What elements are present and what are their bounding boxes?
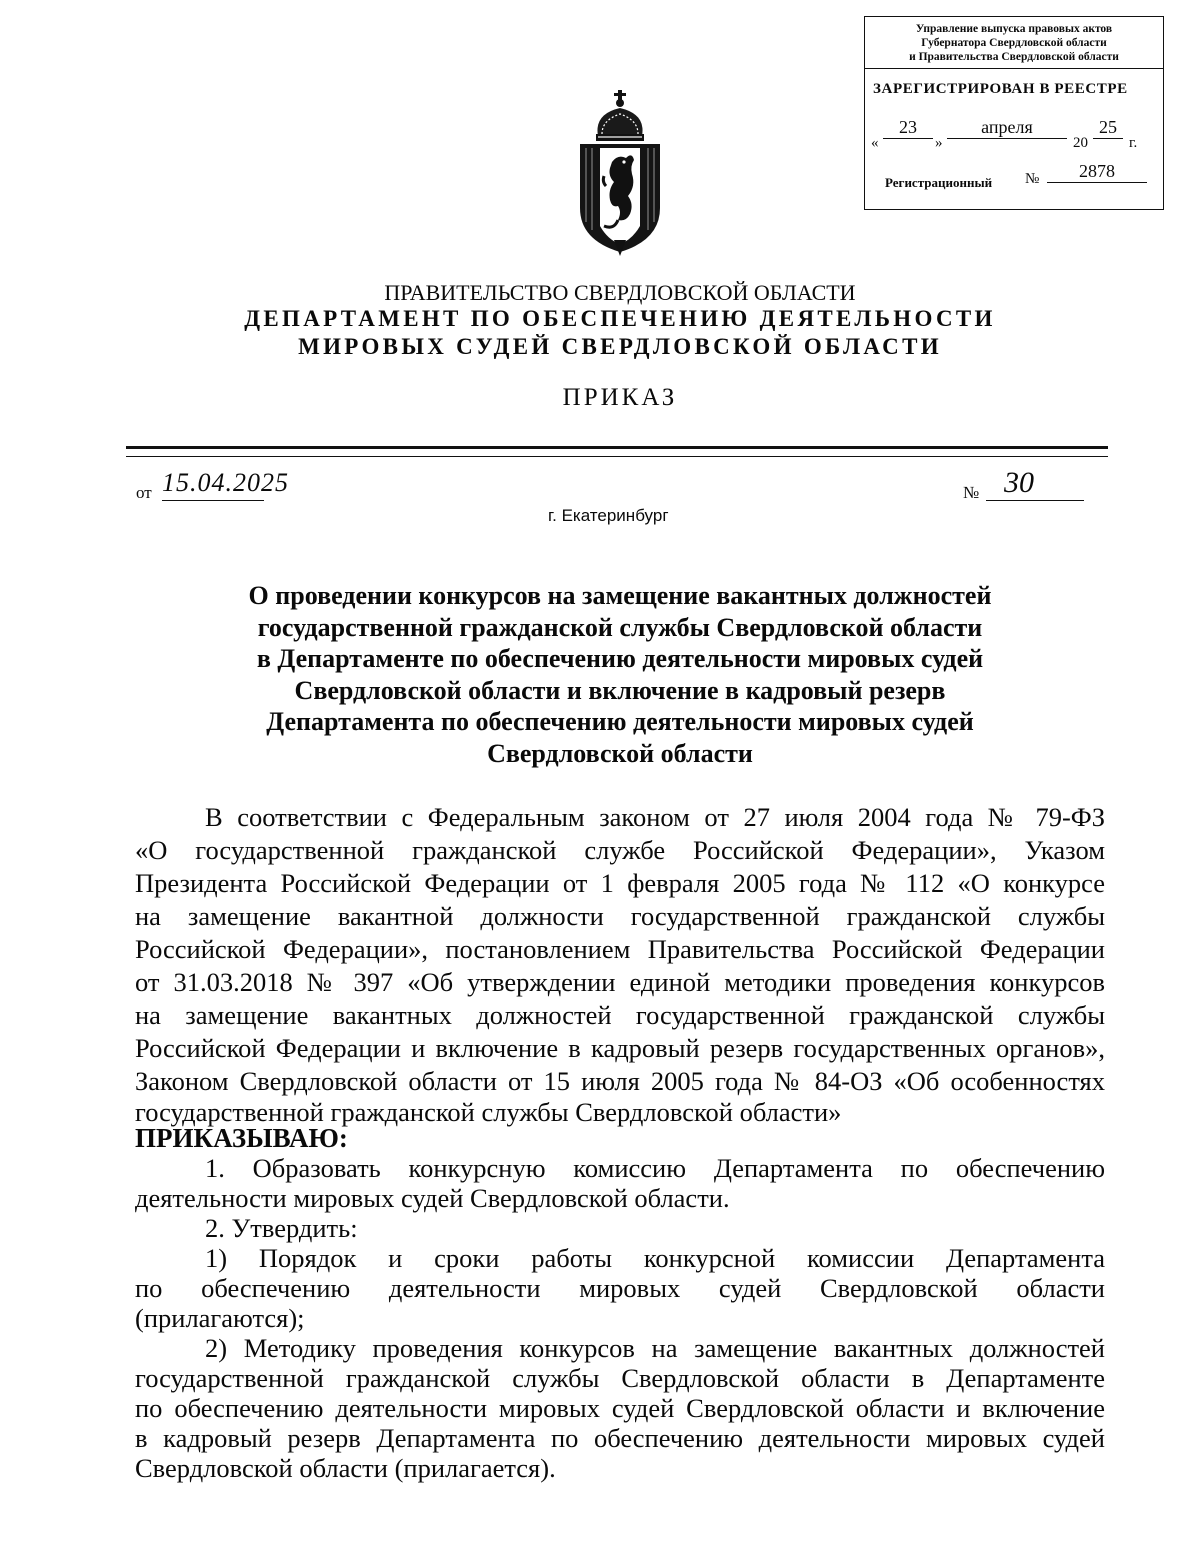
preamble-line: Законом Свердловской области от 15 июля 2005 года № 84-ОЗ «Об особенностях [135, 1066, 1105, 1096]
title-line: Свердловской области [487, 738, 753, 768]
item-2-1-line: (прилагаются); [135, 1303, 305, 1333]
stamp-year-unit: г. [1129, 135, 1138, 151]
stamp-header-line: Управление выпуска правовых актов [915, 23, 1113, 35]
item-2-2-line: 2) Методику проведения конкурсов на замещение вакантных должностей [205, 1333, 1105, 1363]
preamble-line: Президента Российской Федерации от 1 февраля 2005 года № 112 «О конкурсе [135, 868, 1105, 898]
item-2-heading: 2. Утвердить: [205, 1213, 358, 1243]
stamp-year-prefix: 20 [1073, 135, 1088, 151]
item-2-2-line: Свердловской области (прилагается). [135, 1453, 556, 1483]
item-2-1-line: по обеспечению деятельности мировых судей Свердловской области [135, 1273, 1105, 1303]
stamp-quote-close: » [935, 135, 943, 151]
order-date: 15.04.2025 [162, 466, 264, 501]
decree-heading: ПРИКАЗЫВАЮ: [135, 1123, 348, 1153]
stamp-day: 23 [883, 117, 933, 139]
title-line: О проведении конкурсов на замещение вакантных должностей [248, 581, 992, 610]
stamp-header-line: Губернатора Свердловской области [921, 37, 1107, 49]
date-label: от [136, 483, 152, 502]
stamp-registered-title: ЗАРЕГИСТРИРОВАН В РЕЕСТРЕ [873, 81, 1128, 97]
item-1-line: деятельности мировых судей Свердловской области. [135, 1183, 730, 1213]
preamble-line: «О государственной гражданской службе Российской Федерации», Указом [135, 835, 1105, 865]
preamble-line: от 31.03.2018 № 397 «Об утверждении единой методики проведения конкурсов [135, 967, 1105, 997]
government-name: ПРАВИТЕЛЬСТВО СВЕРДЛОВСКОЙ ОБЛАСТИ [384, 280, 856, 305]
title-line: Свердловской области и включение в кадровый резерв [294, 675, 946, 705]
city: г. Екатеринбург [548, 506, 669, 525]
coat-of-arms-emblem [574, 90, 666, 258]
document-title [210, 580, 1030, 769]
document-type: ПРИКАЗ [562, 384, 678, 411]
item-1-line: 1. Образовать конкурсную комиссию Департамента по обеспечению [205, 1153, 1105, 1183]
item-2-2-line: по обеспечению деятельности мировых судей Свердловской области и включение [135, 1393, 1105, 1423]
title-line: государственной гражданской службы Свердловской области [257, 612, 983, 642]
stamp-header [865, 17, 1163, 69]
stamp-year-suffix: 25 [1093, 117, 1123, 139]
preamble-line: Российской Федерации», постановлением Правительства Российской Федерации [135, 934, 1105, 964]
stamp-reg-label: Регистрационный [885, 175, 993, 190]
title-line: в Департаменте по обеспечению деятельности мировых судей [256, 644, 984, 673]
title-line: Департамента по обеспечению деятельности мировых судей [266, 707, 974, 736]
preamble-line: В соответствии с Федеральным законом от 27 июля 2004 года № 79-ФЗ [205, 802, 1105, 832]
stamp-month: апреля [947, 117, 1067, 139]
preamble-line: на замещение вакантной должности государственной гражданской службы [135, 901, 1105, 931]
stamp-reg-number: 2878 [1047, 161, 1147, 183]
stamp-reg-no-sign: № [1025, 171, 1040, 187]
preamble-line: на замещение вакантных должностей государственной гражданской службы [135, 1000, 1105, 1030]
stamp-header-line: и Правительства Свердловской области [909, 51, 1119, 63]
preamble-line: Российской Федерации и включение в кадровый резерв государственных органов», [135, 1033, 1105, 1063]
preamble-line: государственной гражданской службы Свердловской области» [135, 1097, 842, 1127]
department-name-line-2: МИРОВЫХ СУДЕЙ СВЕРДЛОВСКОЙ ОБЛАСТИ [298, 334, 942, 359]
item-2-1-line: 1) Порядок и сроки работы конкурсной комиссии Департамента [205, 1243, 1105, 1273]
item-2-2-line: в кадровый резерв Департамента по обеспечению деятельности мировых судей [135, 1423, 1105, 1453]
item-2-2-line: государственной гражданской службы Свердловской области в Департаменте [135, 1363, 1105, 1393]
header-rule-thick [126, 446, 1108, 449]
order-number: 30 [986, 466, 1084, 501]
header-rule-thin [126, 456, 1108, 457]
department-name-line-1: ДЕПАРТАМЕНТ ПО ОБЕСПЕЧЕНИЮ ДЕЯТЕЛЬНОСТИ [244, 306, 996, 331]
number-label: № [963, 483, 980, 502]
stamp-quote-open: « [871, 135, 879, 151]
registration-stamp [864, 16, 1164, 210]
